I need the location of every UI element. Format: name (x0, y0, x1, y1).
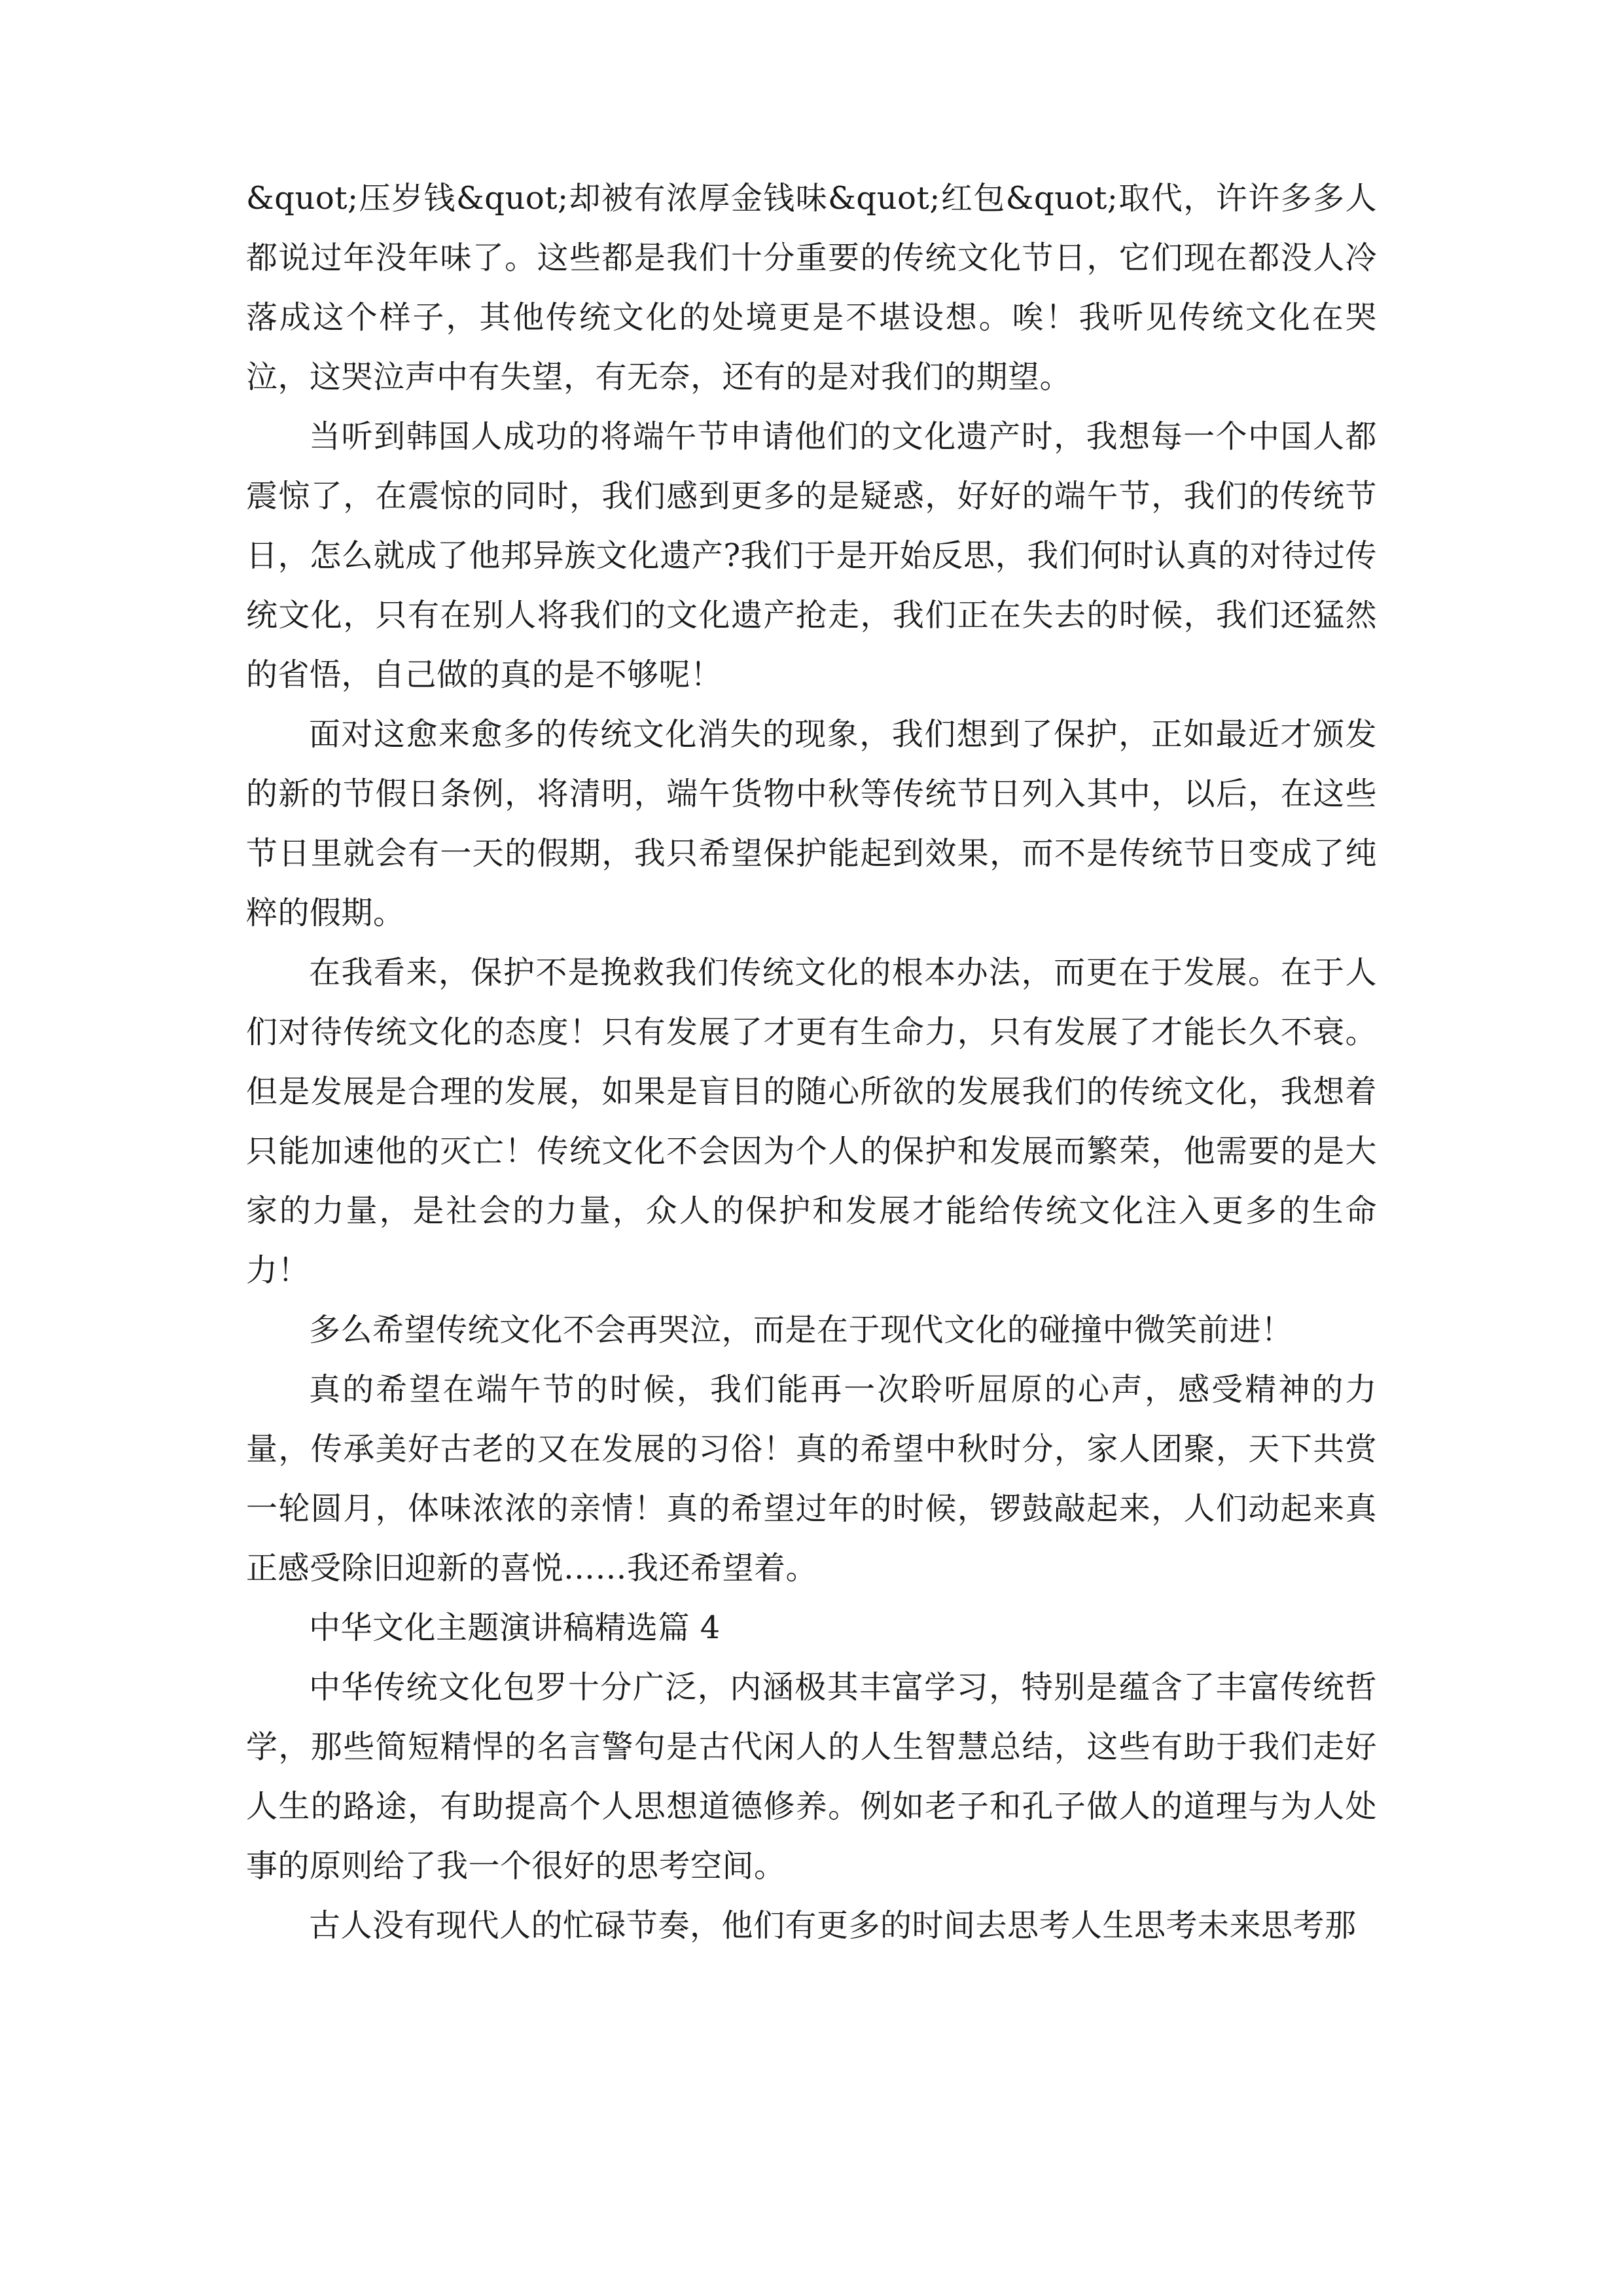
paragraph-7: 中华传统文化包罗十分广泛，内涵极其丰富学习，特别是蕴含了丰富传统哲学，那些简短精悍的名言警句是古代闲人的人生智慧总结，这些有助于我们走好人生的路途，有助提高个人思想道德修养。例如老子和孔子做人的道理与为人处事的原则给了我一个很好的思考空间。 (246, 1669, 1377, 1884)
paragraph-3: 面对这愈来愈多的传统文化消失的现象，我们想到了保护，正如最近才颁发的新的节假日条例，将清明，端午货物中秋等传统节日列入其中，以后，在这些节日里就会有一天的假期，我只希望保护能起到效果，而不是传统节日变成了纯粹的假期。 (246, 716, 1377, 931)
paragraph-5: 多么希望传统文化不会再哭泣，而是在于现代文化的碰撞中微笑前进！ (309, 1312, 1293, 1348)
paragraph-2: 当听到韩国人成功的将端午节申请他们的文化遗产时，我想每一个中国人都震惊了，在震惊的同时，我们感到更多的是疑惑，好好的端午节，我们的传统节日，怎么就成了他邦异族文化遗产?我们于是开始反思，我们何时认真的对待过传统文化，只有在别人将我们的文化遗产抢走，我们正在失去的时候，我们还猛然的省悟，自己做的真的是不够呢！ (246, 418, 1377, 693)
paragraph-8: 古人没有现代人的忙碌节奏，他们有更多的时间去思考人生思考未来思考那 (309, 1907, 1357, 1944)
paragraph-6: 真的希望在端午节的时候，我们能再一次聆听屈原的心声，感受精神的力量，传承美好古老的又在发展的习俗！真的希望中秋时分，家人团聚，天下共赏一轮圆月，体味浓浓的亲情！真的希望过年的时候，锣鼓敲起来，人们动起来真正感受除旧迎新的喜悦……我还希望着。 (246, 1371, 1377, 1587)
paragraph-4: 在我看来，保护不是挽救我们传统文化的根本办法，而更在于发展。在于人们对待传统文化的态度！只有发展了才更有生命力，只有发展了才能长久不衰。但是发展是合理的发展，如果是盲目的随心所欲的发展我们的传统文化，我想着只能加速他的灭亡！传统文化不会因为个人的保护和发展而繁荣，他需要的是大家的力量，是社会的力量，众人的保护和发展才能给传统文化注入更多的生命力！ (246, 954, 1377, 1289)
body-text (246, 169, 1377, 1956)
section-heading: 中华文化主题演讲稿精选篇 4 (309, 1609, 721, 1646)
paragraph-1: &quot;压岁钱&quot;却被有浓厚金钱味&quot;红包&quot;取代，许许多多人都说过年没年味了。这些都是我们十分重要的传统文化节日，它们现在都没人冷落成这个样子，其他传统文化的处境更是不堪设想。唉！我听见传统文化在哭泣，这哭泣声中有失望，有无奈，还有的是对我们的期望。 (246, 180, 1377, 395)
